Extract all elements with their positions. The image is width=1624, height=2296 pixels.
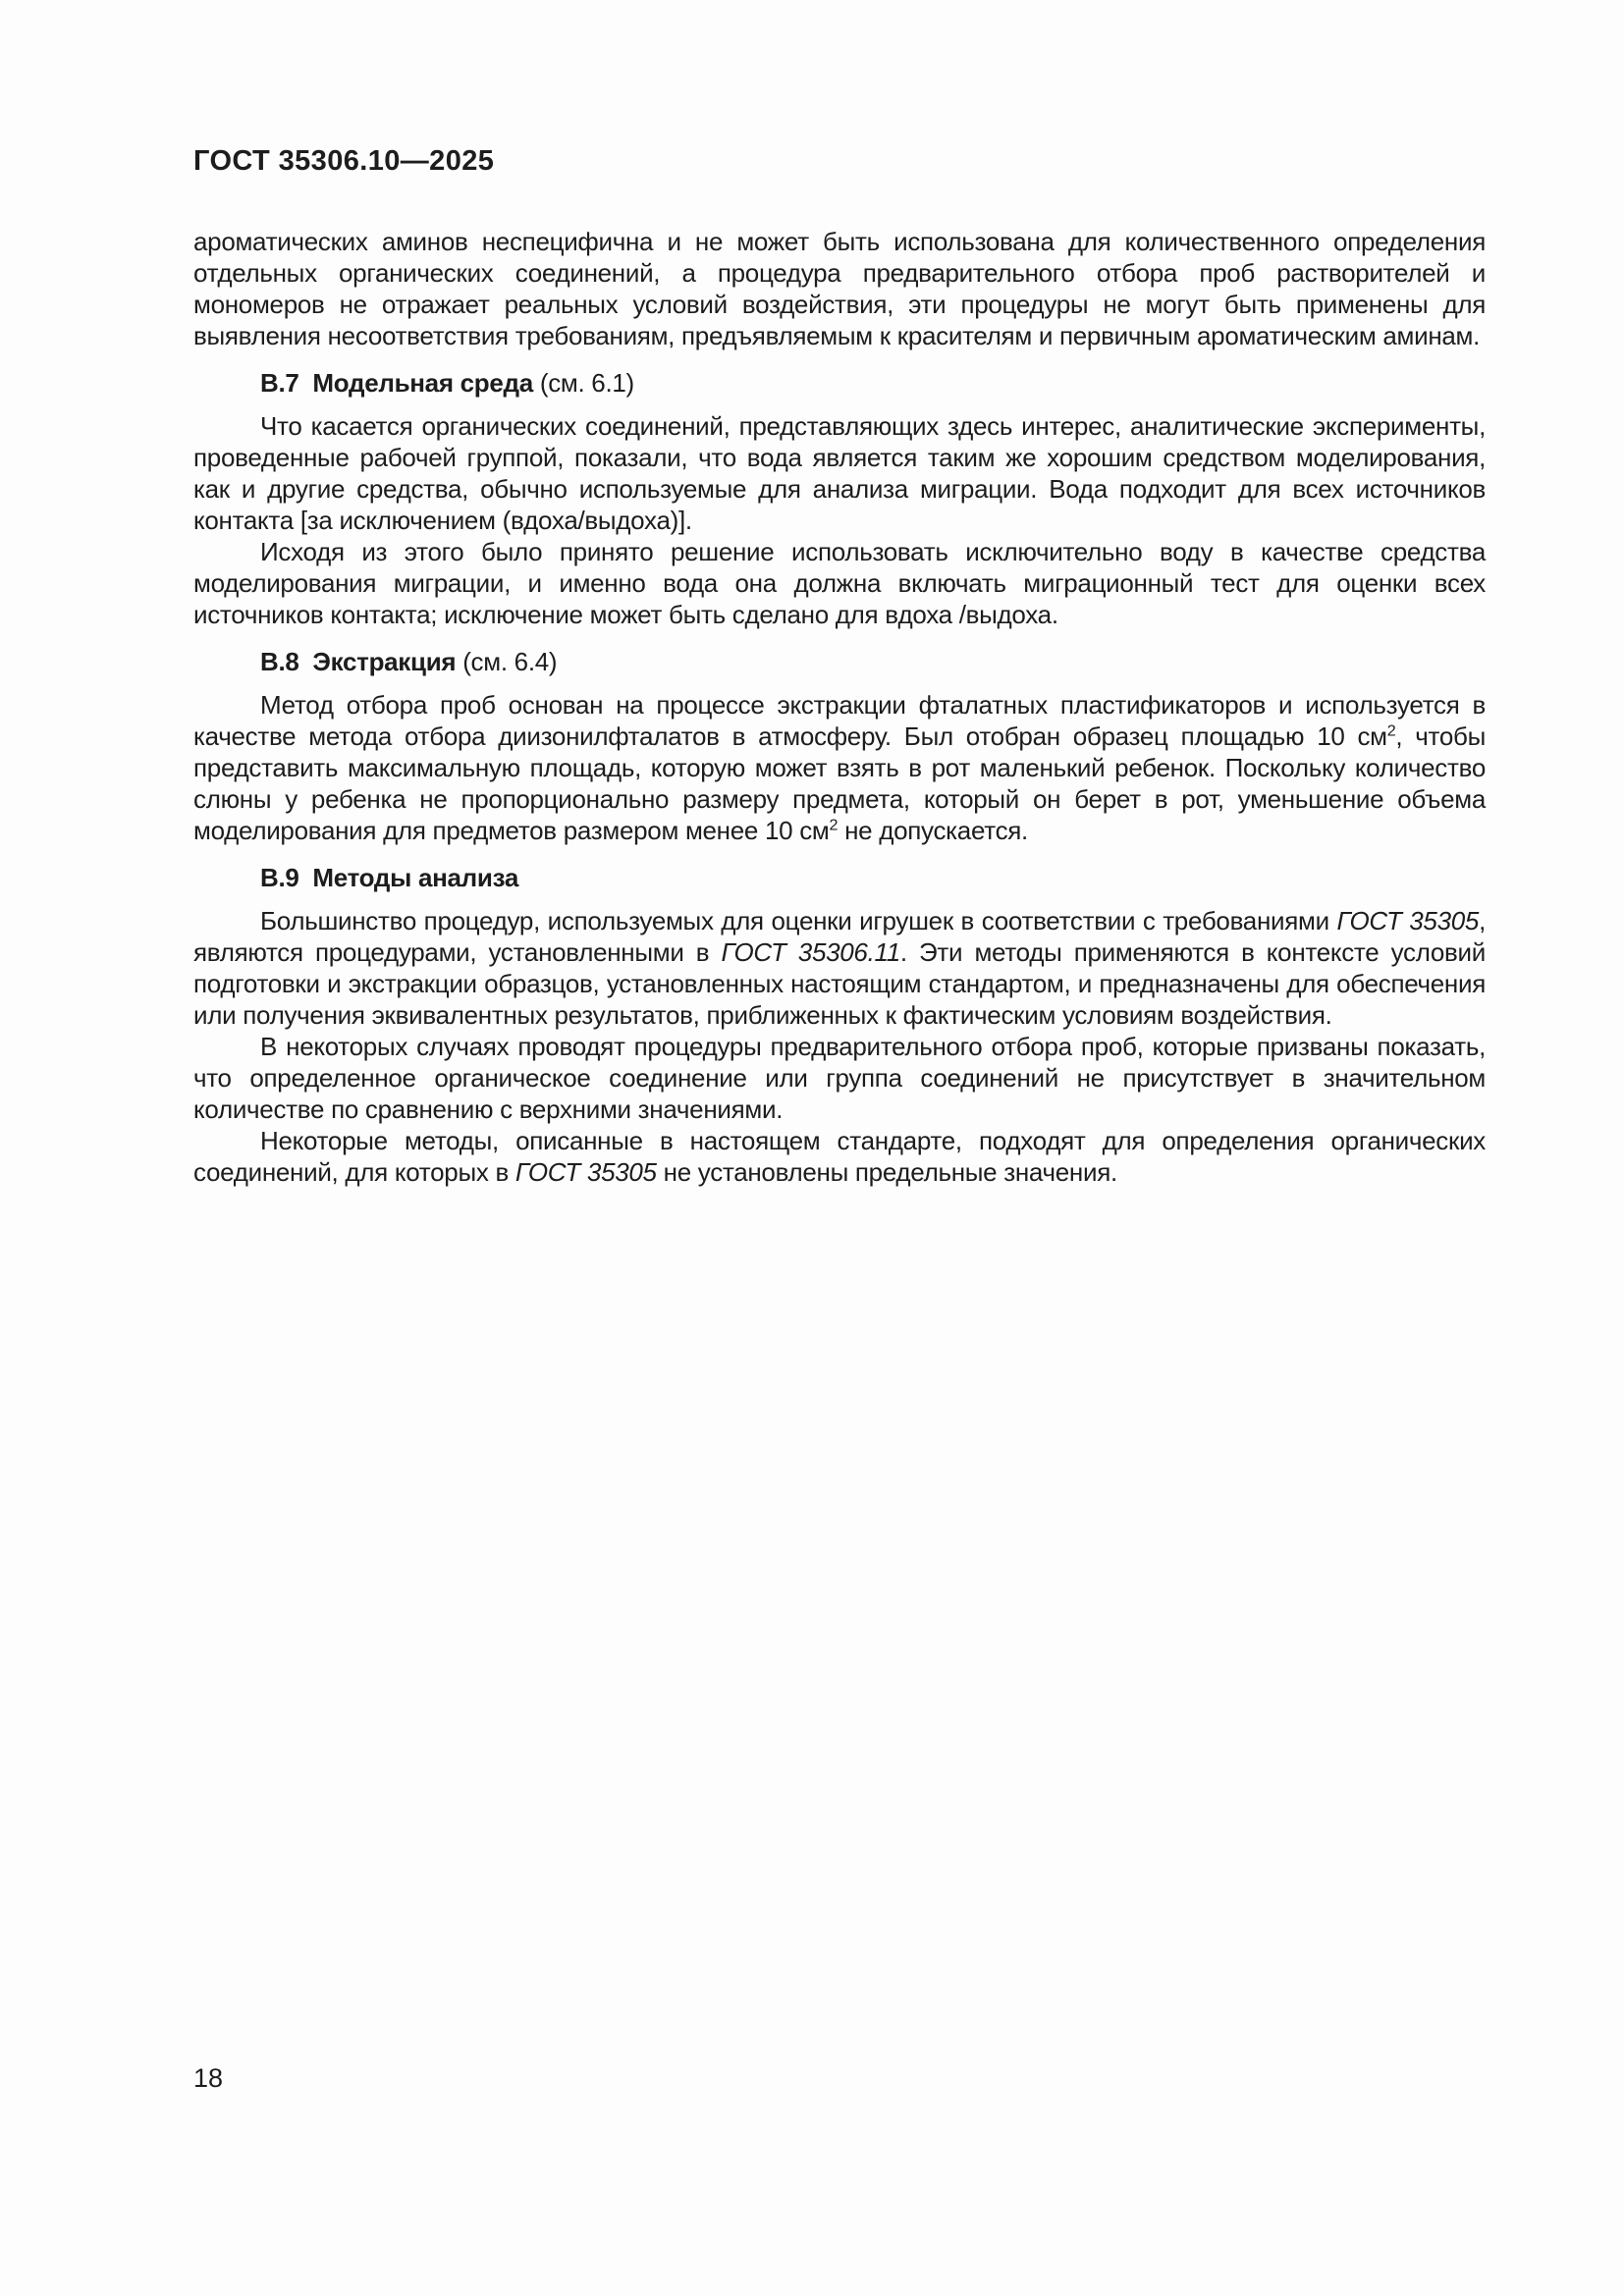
text-run: . Эти методы применяются в контексте условий подготовки и экстракции образцов, установленных настоящим стандартом, и предназначены для обеспечения или получения эквивалентных результатов, приближенных к фактическим условиям воздействия.	[193, 937, 1486, 1030]
superscript: 2	[829, 816, 839, 834]
text-run: Что касается органических соединений, представляющих здесь интерес, аналитические эксперименты, проведенные рабочей группой, показали, что вода является таким же хорошим средством моделирования, как и другие средства, обычно используемые для анализа миграции. Вода подходит для всех источников контакта [за исключением (вдоха/выдоха)].	[193, 411, 1486, 535]
text-run: ароматических аминов неспецифична и не может быть использована для количественного определения отдельных органических соединений, а процедура предварительного отбора проб растворителей и мономеров не отражает реальных условий воздействия, эти процедуры не могут быть применены для выявления несоответствия требованиям, предъявляемым к красителям и первичным ароматическим аминам.	[193, 227, 1486, 350]
text-run: В некоторых случаях проводят процедуры предварительного отбора проб, которые призваны показать, что определенное органическое соединение или группа соединений не присутствует в значительном количестве по сравнению с верхними значениями.	[193, 1032, 1486, 1124]
paragraph	[193, 689, 1486, 846]
text-run: (см. 6.1)	[532, 368, 634, 398]
text-run: В.8 Экстракция	[260, 647, 457, 676]
paragraph	[193, 1125, 1486, 1188]
doc-number-header: ГОСТ 35306.10—2025	[193, 145, 495, 177]
text-run: Некоторые методы, описанные в настоящем стандарте, подходят для определения органических соединений, для которых в	[193, 1126, 1486, 1187]
paragraph	[193, 410, 1486, 536]
paragraph	[193, 226, 1486, 351]
text-run: , чтобы представить максимальную площадь, которую может взять в рот маленький ребенок. Поскольку количество слюны у ребенка не пропорционально размеру предмета, который он берет в рот, уменьшение объема моделирования для предметов размером менее 10 см	[193, 721, 1486, 845]
text-run: ГОСТ 35305	[514, 1157, 657, 1187]
page-number: 18	[193, 2063, 224, 2093]
text-run: , являются процедурами, установленными в	[193, 906, 1486, 967]
text-run: ГОСТ 35306.11	[721, 937, 900, 967]
text-run: Исходя из этого было принято решение использовать исключительно воду в качестве средства моделирования миграции, и именно вода она должна включать миграционный тест для оценки всех источников контакта; исключение может быть сделано для вдоха /выдоха.	[193, 537, 1486, 629]
text-run: (см. 6.4)	[456, 647, 558, 676]
text-run: не установлены предельные значения.	[656, 1157, 1117, 1187]
text-run: В.9 Методы анализа	[260, 863, 519, 892]
text-run: ГОСТ 35305	[1336, 906, 1480, 935]
document-body	[193, 226, 1486, 1188]
paragraph	[193, 905, 1486, 1031]
paragraph	[193, 1031, 1486, 1125]
superscript: 2	[1386, 721, 1396, 740]
text-run: не допускается.	[838, 816, 1028, 845]
text-run: В.7 Модельная среда	[260, 368, 533, 398]
section-heading	[193, 862, 1486, 893]
text-run: Большинство процедур, используемых для оценки игрушек в соответствии с требованиями	[260, 906, 1337, 935]
text-run: Метод отбора проб основан на процессе экстракции фталатных пластификаторов и используется в качестве метода отбора диизонилфталатов в атмосферу. Был отобран образец площадью 10 см	[193, 690, 1486, 751]
paragraph	[193, 536, 1486, 630]
section-heading	[193, 646, 1486, 677]
section-heading	[193, 367, 1486, 399]
